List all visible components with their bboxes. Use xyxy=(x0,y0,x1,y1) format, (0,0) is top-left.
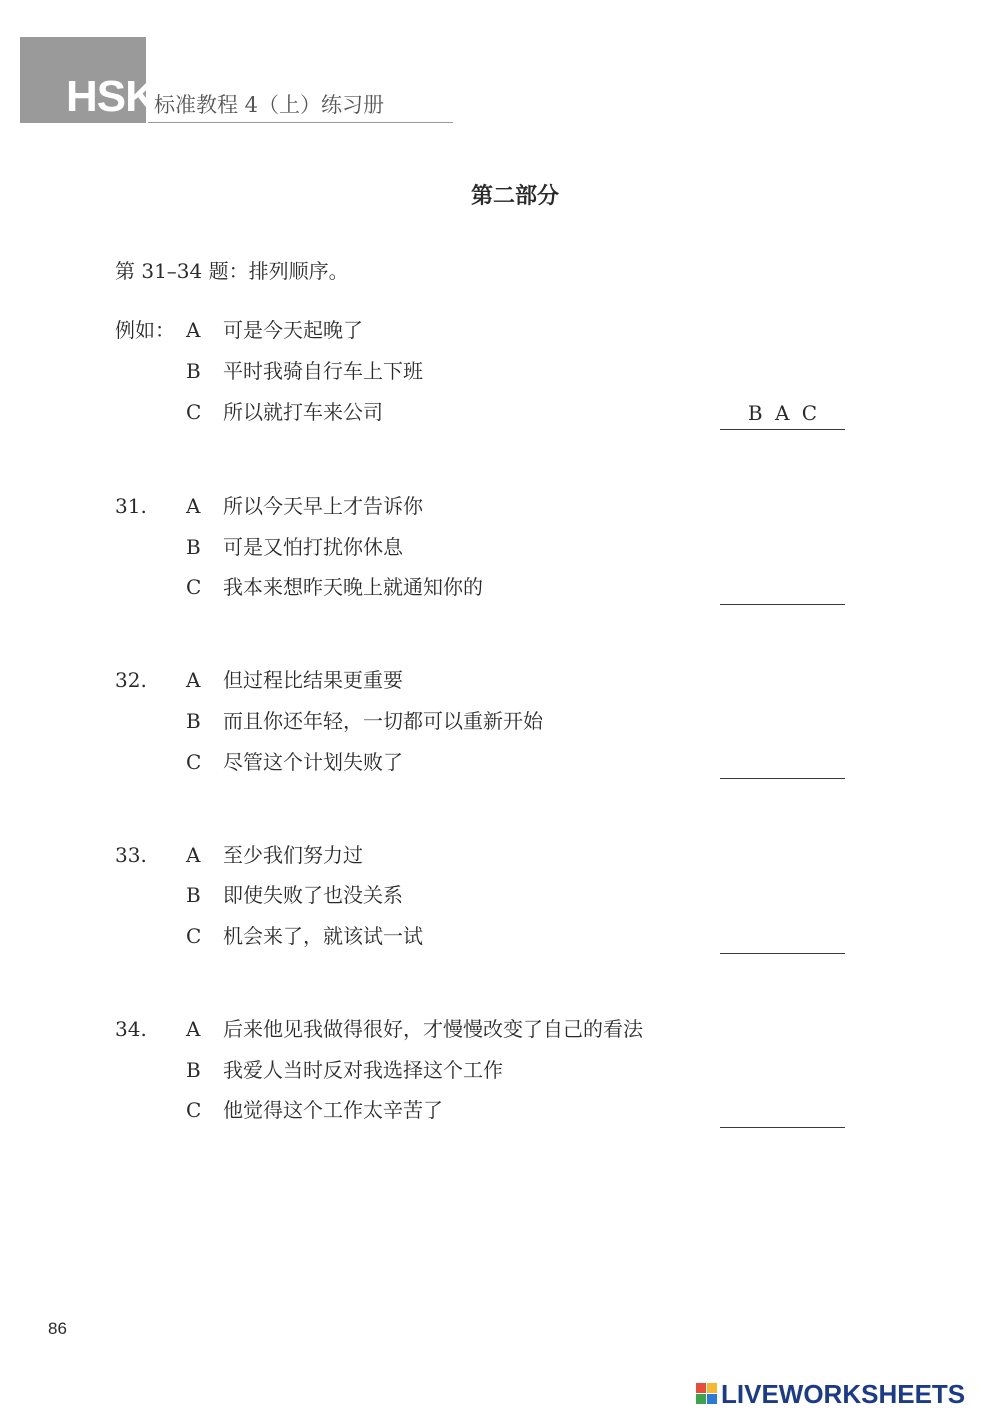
option-letter: C xyxy=(186,575,202,599)
book-title: 标准教程 4（上）练习册 xyxy=(154,93,385,117)
option-text: 我本来想昨天晚上就通知你的 xyxy=(223,575,483,599)
option-letter: A xyxy=(186,318,201,342)
option-text: 至少我们努力过 xyxy=(223,843,363,867)
option-text: 尽管这个计划失败了 xyxy=(223,750,403,774)
hsk-logo: HSK xyxy=(66,72,156,121)
header-divider xyxy=(148,122,453,123)
option-letter: B xyxy=(186,535,201,559)
option-letter: A xyxy=(186,1017,201,1041)
instructions: 第 31–34 题：排列顺序。 xyxy=(115,259,349,283)
answer-blank-32[interactable] xyxy=(720,778,845,779)
option-text: 后来他见我做得很好，才慢慢改变了自己的看法 xyxy=(223,1017,643,1041)
watermark-text: LIVEWORKSHEETS xyxy=(721,1378,966,1409)
option-letter: C xyxy=(186,400,202,424)
section-title: 第二部分 xyxy=(470,183,559,209)
option-letter: A xyxy=(186,494,201,518)
answer-blank-33[interactable] xyxy=(720,953,845,954)
option-text: 即使失败了也没关系 xyxy=(223,883,403,907)
option-letter: A xyxy=(186,668,201,692)
option-text: 所以就打车来公司 xyxy=(223,400,383,424)
option-text: 所以今天早上才告诉你 xyxy=(223,494,423,518)
page-number: 86 xyxy=(48,1319,67,1338)
question-number: 34. xyxy=(115,1017,147,1041)
example-prefix: 例如： xyxy=(115,318,175,342)
option-text: 机会来了，就该试一试 xyxy=(223,924,423,948)
option-letter: C xyxy=(186,1098,202,1122)
option-text: 而且你还年轻，一切都可以重新开始 xyxy=(223,709,543,733)
question-number: 32. xyxy=(115,668,147,692)
option-text: 但过程比结果更重要 xyxy=(223,668,403,692)
question-number: 33. xyxy=(115,843,147,867)
option-text: 可是又怕打扰你休息 xyxy=(223,535,403,559)
answer-blank-34[interactable] xyxy=(720,1127,845,1128)
question-number: 31. xyxy=(115,494,147,518)
option-text: 可是今天起晚了 xyxy=(223,318,363,342)
option-letter: B xyxy=(186,709,201,733)
answer-blank-31[interactable] xyxy=(720,604,845,605)
option-letter: A xyxy=(186,843,201,867)
option-text: 我爱人当时反对我选择这个工作 xyxy=(223,1058,503,1082)
option-text: 平时我骑自行车上下班 xyxy=(223,359,423,383)
option-text: 他觉得这个工作太辛苦了 xyxy=(223,1098,443,1122)
example-answer-line xyxy=(720,429,845,430)
option-letter: B xyxy=(186,883,201,907)
liveworksheets-watermark xyxy=(696,1378,965,1410)
option-letter: B xyxy=(186,359,201,383)
option-letter: B xyxy=(186,1058,201,1082)
example-answer: B A C xyxy=(747,401,818,425)
liveworksheets-logo-icon xyxy=(696,1383,718,1405)
option-letter: C xyxy=(186,750,202,774)
option-letter: C xyxy=(186,924,202,948)
